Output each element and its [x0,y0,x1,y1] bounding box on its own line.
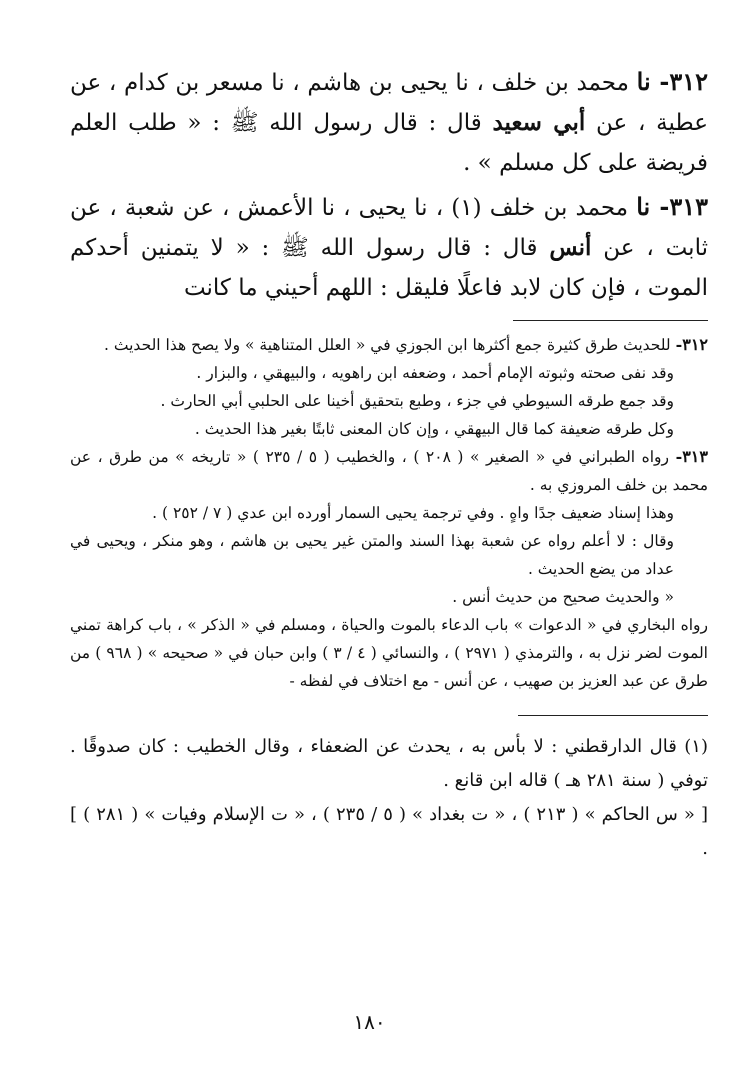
hadith-312-narrator: أبي سعيد [492,109,586,136]
footnote-divider [518,715,708,716]
hadith-312 [70,62,708,183]
page-number: ١٨٠ [353,1010,386,1034]
note-313-text: رواه الطبراني في « الصغير » ( ٢٠٨ ) ، والخطيب ( ٥ / ٢٣٥ ) « تاريخه » من طرق ، عن محمد بن خلف المروزي به . [70,448,708,494]
note-312-line-3: وقد جمع طرقه السيوطي في جزء ، وطبع بتحقيق أخينا على الحلبي أبي الحارث . [160,392,674,410]
hadith-312-text-b: قال : قال رسول الله ﷺ : « طلب العلم فريضة على كل مسلم » . [70,110,708,176]
note-312-line-4: وكل طرقه ضعيفة كما قال البيهقي ، وإن كان المعنى ثابتًا بغير هذا الحديث . [194,420,674,438]
note-313-line-3: وقال : لا أعلم رواه عن شعبة بهذا السند والمتن غير يحيى بن هاشم ، وهو منكر ، ويحيى في عداد من يضع الحديث . [70,532,674,578]
footnote-line-1: (١) قال الدارقطني : لا بأس به ، يحدث عن الضعفاء ، وقال الخطيب : كان صدوقًا . توفي ( سنة ٢٨١ هـ ) قاله ابن قانع . [70,736,708,791]
hadith-312-number: ٣١٢- نا [636,67,708,96]
note-313-line-4: « والحديث صحيح من حديث أنس . [452,588,674,606]
hadith-313-text-a: محمد بن خلف (١) ، نا يحيى ، نا الأعمش ، عن شعبة ، عن ثابت ، عن [70,195,708,261]
hadith-313-number: ٣١٣- نا [636,192,709,221]
hadith-313 [70,187,708,308]
hadith-313-narrator: أنس [549,234,592,261]
note-312-number: ٣١٢- [675,335,708,354]
note-313-number: ٣١٣- [675,447,708,466]
page-body [70,62,708,866]
hadith-313-text-b: قال : قال رسول الله ﷺ : « لا يتمنين أحدكم الموت ، فإن كان لابد فاعلًا فليقل : اللهم أحيني ما كانت [70,235,708,301]
note-313-line-5: رواه البخاري في « الدعوات » باب الدعاء بالموت والحياة ، ومسلم في « الذكر » ، باب كراهة تمني الموت لضر نزل به ، والترمذي ( ٢٩٧١ ) ، والنسائي ( ٤ / ٣ ) وابن حبان في « صحيحه » ( ٩٦٨ ) من طرق عن عبد العزيز بن صهيب ، عن أنس - مع اختلاف في لفظه - [70,616,708,690]
hadith-312-text-a: محمد بن خلف ، نا يحيى بن هاشم ، نا مسعر بن كدام ، عن عطية ، عن [70,70,709,136]
note-313-line-1 [70,443,708,499]
note-312-text: للحديث طرق كثيرة جمع أكثرها ابن الجوزي في « العلل المتناهية » ولا يصح هذا الحديث . [104,336,676,354]
notes-section [70,331,708,695]
note-312-line-2: وقد نفى صحته وثبوته الإمام أحمد ، وضعفه ابن راهويه ، والبيهقي ، والبزار . [196,364,674,382]
footnote-line-2: [ « س الحاكم » ( ٢١٣ ) ، « ت بغداد » ( ٥ / ٢٣٥ ) ، « ت الإسلام وفيات » ( ٢٨١ ) ] . [70,804,709,859]
notes-divider [513,320,708,321]
note-313-line-2: وهذا إسناد ضعيف جدًا واهٍ . وفي ترجمة يحيى السمار أورده ابن عدي ( ٧ / ٢٥٢ ) . [152,504,674,522]
footnote-section [70,730,708,866]
note-312-line-1 [70,331,708,359]
main-text [70,62,708,308]
